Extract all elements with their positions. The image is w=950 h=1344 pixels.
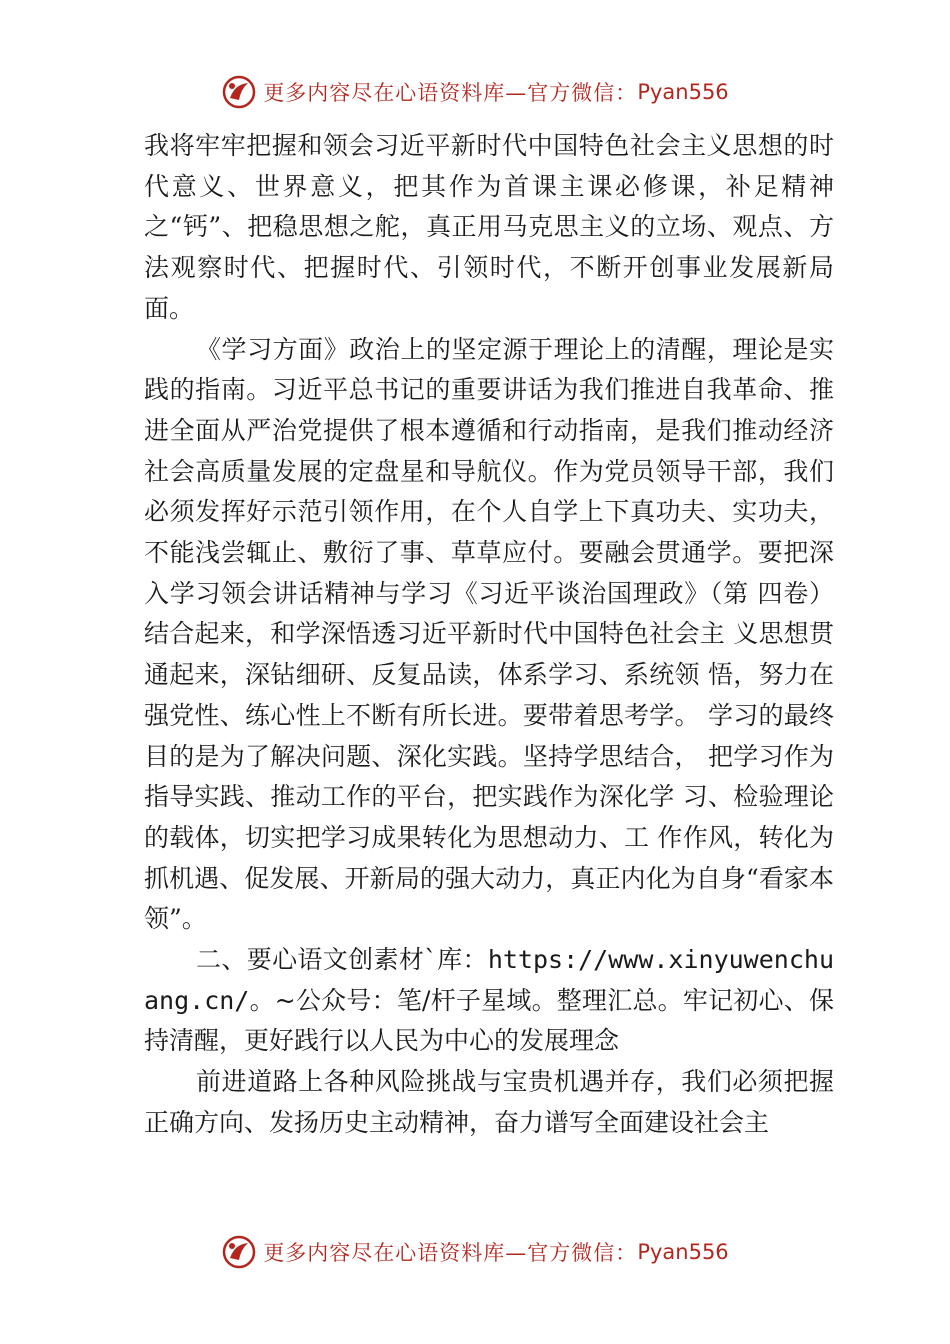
paragraph-4: 前进道路上各种风险挑战与宝贵机遇并存，我们必须把握正确方向、发扬历史主动精神，奋力谱写全面建设社会主 <box>144 1067 834 1137</box>
footer-watermark <box>0 1232 950 1272</box>
footer-slogan: 更多内容尽在心语资料库—官方微信： <box>263 1241 638 1265</box>
xinyu-logo-icon <box>221 74 257 110</box>
paragraph-1: 我将牢牢把握和领会习近平新时代中国特色社会主义思想的时代意义、世界意义，把其作为首课主课必修课，补足精神之“钙”、把稳思想之舵，真正用马克思主义的立场、观点、方法观察时代、把握时代、引领时代，不断开创事业发展新局面。 <box>144 131 834 323</box>
paragraph-3-prefix: 二、要心语文创素材`库： <box>196 945 488 975</box>
paragraph-2: 《学习方面》政治上的坚定源于理论上的清醒，理论是实践的指南。习近平总书记的重要讲话为我们推进自我革命、推进全面从严治党提供了根本遵循和行动指南，是我们推动经济社会高质量发展的定盘星和导航仪。作为党员领导干部，我们必须发挥好示范引领作用，在个人自学上下真功夫、实功夫，不能浅尝辄止、敷衍了事、草草应付。要融会贯通学。要把深入学习领会讲话精神与学习《习近平谈治国理政》（第 四卷）结合起来，和学深悟透习近平新时代中国特色社会主 义思想贯通起来，深钻细研、反复品读，体系学习、系统领 悟，努力在强党性、练心性上不断有所长进。要带着思考学。 学习的最终目的是为了解决问题、深化实践。坚持学思结合， 把学习作为指导实践、推动工作的平台，把实践作为深化学 习、检验理论的载体，切实把学习成果转化为思想动力、工 作作风，转化为抓机遇、促发展、开新局的强大动力，真正内化为自身“看家本领”。 <box>144 334 834 934</box>
document-body <box>144 126 834 1144</box>
paragraph-3-suffix: 。~公众号：笔/杆子星域。整理汇总。牢记初心、保持清醒，更好践行以人民为中心的发展理念 <box>144 985 834 1056</box>
header-slogan: 更多内容尽在心语资料库—官方微信： <box>263 81 638 105</box>
paragraph-3 <box>144 940 834 1062</box>
header-watermark <box>0 72 950 112</box>
resource-url: https://www.xinyuwenchuang.cn/ <box>144 945 834 1015</box>
footer-wechat-id: Pyan556 <box>637 1240 729 1264</box>
header-wechat-id: Pyan556 <box>637 80 729 104</box>
xinyu-logo-icon <box>221 1234 257 1270</box>
